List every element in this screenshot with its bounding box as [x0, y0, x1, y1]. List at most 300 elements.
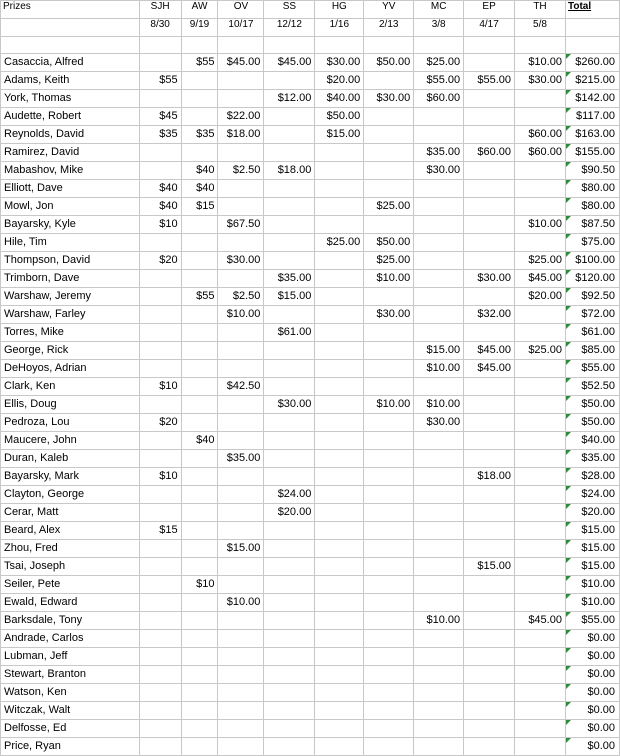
prize-cell[interactable] — [364, 324, 414, 342]
prize-cell[interactable] — [264, 144, 315, 162]
prize-cell[interactable] — [364, 432, 414, 450]
prize-cell[interactable] — [139, 684, 181, 702]
total-cell[interactable]: $15.00 — [565, 558, 619, 576]
prize-cell[interactable]: $15 — [181, 198, 218, 216]
player-name-cell[interactable]: Reynolds, David — [1, 126, 140, 144]
prize-cell[interactable] — [181, 90, 218, 108]
prize-cell[interactable] — [364, 702, 414, 720]
prize-cell[interactable]: $60.00 — [515, 144, 566, 162]
prize-cell[interactable] — [218, 648, 264, 666]
prize-cell[interactable]: $20.00 — [264, 504, 315, 522]
prize-cell[interactable]: $35 — [181, 126, 218, 144]
prize-cell[interactable] — [139, 90, 181, 108]
prize-cell[interactable] — [218, 270, 264, 288]
prize-cell[interactable] — [464, 396, 515, 414]
prize-cell[interactable] — [515, 378, 566, 396]
player-name-cell[interactable]: Cerar, Matt — [1, 504, 140, 522]
prize-cell[interactable] — [515, 180, 566, 198]
prize-cell[interactable] — [139, 360, 181, 378]
prize-cell[interactable] — [218, 738, 264, 756]
prize-cell[interactable]: $18.00 — [264, 162, 315, 180]
total-cell[interactable]: $0.00 — [565, 720, 619, 738]
prize-cell[interactable] — [181, 720, 218, 738]
prize-cell[interactable] — [464, 720, 515, 738]
prize-cell[interactable] — [264, 306, 315, 324]
prize-cell[interactable] — [181, 324, 218, 342]
prize-cell[interactable]: $10 — [139, 468, 181, 486]
prize-cell[interactable]: $35.00 — [264, 270, 315, 288]
prize-cell[interactable] — [364, 630, 414, 648]
prize-cell[interactable] — [264, 360, 315, 378]
prize-cell[interactable] — [515, 720, 566, 738]
prize-cell[interactable] — [139, 702, 181, 720]
total-cell[interactable]: $0.00 — [565, 630, 619, 648]
prize-cell[interactable] — [364, 540, 414, 558]
prize-cell[interactable] — [139, 738, 181, 756]
prize-cell[interactable]: $40 — [139, 180, 181, 198]
total-cell[interactable]: $85.00 — [565, 342, 619, 360]
prize-cell[interactable] — [414, 288, 464, 306]
prize-cell[interactable]: $10.00 — [364, 396, 414, 414]
prize-cell[interactable]: $10.00 — [515, 54, 566, 72]
prize-cell[interactable]: $40 — [139, 198, 181, 216]
prize-cell[interactable] — [364, 648, 414, 666]
prize-cell[interactable] — [218, 72, 264, 90]
prize-cell[interactable] — [264, 432, 315, 450]
total-cell[interactable]: $90.50 — [565, 162, 619, 180]
prize-cell[interactable] — [264, 540, 315, 558]
prize-cell[interactable] — [364, 378, 414, 396]
prize-cell[interactable] — [264, 558, 315, 576]
prize-cell[interactable] — [315, 684, 364, 702]
prize-cell[interactable]: $10 — [139, 378, 181, 396]
prize-cell[interactable] — [181, 684, 218, 702]
prize-cell[interactable] — [464, 684, 515, 702]
prize-cell[interactable] — [414, 720, 464, 738]
prize-cell[interactable] — [181, 738, 218, 756]
player-name-cell[interactable]: Delfosse, Ed — [1, 720, 140, 738]
prize-cell[interactable]: $24.00 — [264, 486, 315, 504]
prize-cell[interactable] — [464, 288, 515, 306]
prize-cell[interactable] — [181, 270, 218, 288]
prize-cell[interactable] — [181, 216, 218, 234]
prize-cell[interactable] — [218, 684, 264, 702]
prize-cell[interactable] — [181, 540, 218, 558]
total-cell[interactable]: $0.00 — [565, 684, 619, 702]
prize-cell[interactable] — [181, 486, 218, 504]
player-name-cell[interactable]: Zhou, Fred — [1, 540, 140, 558]
prize-cell[interactable] — [315, 486, 364, 504]
prize-cell[interactable]: $45.00 — [515, 612, 566, 630]
prize-cell[interactable]: $50.00 — [364, 54, 414, 72]
prize-cell[interactable]: $61.00 — [264, 324, 315, 342]
prize-cell[interactable] — [464, 252, 515, 270]
prize-cell[interactable] — [315, 324, 364, 342]
prize-cell[interactable]: $10 — [181, 576, 218, 594]
total-cell[interactable]: $15.00 — [565, 522, 619, 540]
prize-cell[interactable] — [515, 540, 566, 558]
total-cell[interactable]: $0.00 — [565, 666, 619, 684]
prize-cell[interactable] — [264, 72, 315, 90]
prize-cell[interactable] — [414, 558, 464, 576]
prize-cell[interactable] — [515, 630, 566, 648]
prize-cell[interactable]: $10.00 — [414, 360, 464, 378]
prize-cell[interactable]: $25.00 — [364, 252, 414, 270]
total-cell[interactable]: $92.50 — [565, 288, 619, 306]
prize-cell[interactable] — [264, 666, 315, 684]
prize-cell[interactable] — [315, 162, 364, 180]
player-name-cell[interactable]: Clayton, George — [1, 486, 140, 504]
prize-cell[interactable] — [464, 504, 515, 522]
player-name-cell[interactable]: Pedroza, Lou — [1, 414, 140, 432]
prize-cell[interactable] — [315, 432, 364, 450]
total-cell[interactable]: $35.00 — [565, 450, 619, 468]
prize-cell[interactable] — [364, 522, 414, 540]
prize-cell[interactable] — [264, 576, 315, 594]
prize-cell[interactable] — [181, 558, 218, 576]
prize-cell[interactable] — [264, 180, 315, 198]
prize-cell[interactable] — [515, 594, 566, 612]
prize-cell[interactable] — [264, 198, 315, 216]
prize-cell[interactable] — [139, 450, 181, 468]
player-name-cell[interactable]: Andrade, Carlos — [1, 630, 140, 648]
total-cell[interactable]: $55.00 — [565, 360, 619, 378]
prize-cell[interactable] — [139, 144, 181, 162]
total-cell[interactable]: $40.00 — [565, 432, 619, 450]
prize-cell[interactable] — [364, 720, 414, 738]
prize-cell[interactable] — [139, 558, 181, 576]
total-cell[interactable]: $80.00 — [565, 198, 619, 216]
prize-cell[interactable] — [315, 576, 364, 594]
prize-cell[interactable] — [181, 612, 218, 630]
prize-cell[interactable] — [414, 252, 464, 270]
prize-cell[interactable] — [414, 630, 464, 648]
prize-cell[interactable] — [364, 360, 414, 378]
prize-cell[interactable]: $55 — [139, 72, 181, 90]
prize-cell[interactable] — [464, 108, 515, 126]
prize-cell[interactable]: $35 — [139, 126, 181, 144]
prize-cell[interactable] — [218, 198, 264, 216]
prize-cell[interactable]: $30.00 — [364, 306, 414, 324]
prize-cell[interactable] — [315, 666, 364, 684]
prize-cell[interactable] — [414, 504, 464, 522]
player-name-cell[interactable]: Stewart, Branton — [1, 666, 140, 684]
prize-cell[interactable] — [315, 216, 364, 234]
prize-cell[interactable]: $15.00 — [315, 126, 364, 144]
prize-cell[interactable] — [218, 702, 264, 720]
prize-cell[interactable] — [414, 270, 464, 288]
prize-cell[interactable] — [315, 468, 364, 486]
prize-cell[interactable] — [139, 540, 181, 558]
player-name-cell[interactable]: Torres, Mike — [1, 324, 140, 342]
prize-cell[interactable] — [364, 288, 414, 306]
prize-cell[interactable]: $2.50 — [218, 162, 264, 180]
player-name-cell[interactable]: York, Thomas — [1, 90, 140, 108]
prize-cell[interactable] — [464, 486, 515, 504]
total-cell[interactable]: $0.00 — [565, 648, 619, 666]
prize-cell[interactable] — [364, 342, 414, 360]
prize-cell[interactable] — [181, 522, 218, 540]
prize-cell[interactable] — [139, 504, 181, 522]
prize-cell[interactable] — [364, 108, 414, 126]
prize-cell[interactable] — [181, 504, 218, 522]
prize-cell[interactable] — [414, 378, 464, 396]
prize-cell[interactable]: $30.00 — [414, 414, 464, 432]
prize-cell[interactable]: $35.00 — [414, 144, 464, 162]
prize-cell[interactable] — [364, 576, 414, 594]
prize-cell[interactable]: $15.00 — [414, 342, 464, 360]
prize-cell[interactable] — [218, 396, 264, 414]
prize-cell[interactable]: $40 — [181, 432, 218, 450]
prize-cell[interactable] — [364, 144, 414, 162]
prize-cell[interactable] — [181, 594, 218, 612]
prize-cell[interactable] — [464, 432, 515, 450]
prize-cell[interactable] — [264, 648, 315, 666]
prize-cell[interactable] — [139, 432, 181, 450]
player-name-cell[interactable]: Watson, Ken — [1, 684, 140, 702]
total-cell[interactable]: $117.00 — [565, 108, 619, 126]
prize-cell[interactable] — [181, 144, 218, 162]
prize-cell[interactable] — [515, 432, 566, 450]
total-cell[interactable]: $75.00 — [565, 234, 619, 252]
prize-cell[interactable] — [414, 306, 464, 324]
prize-cell[interactable] — [218, 576, 264, 594]
total-cell[interactable]: $0.00 — [565, 738, 619, 756]
prize-cell[interactable] — [414, 702, 464, 720]
prize-cell[interactable] — [264, 378, 315, 396]
prize-cell[interactable] — [181, 702, 218, 720]
player-name-cell[interactable]: Hile, Tim — [1, 234, 140, 252]
total-cell[interactable]: $50.00 — [565, 414, 619, 432]
total-cell[interactable]: $24.00 — [565, 486, 619, 504]
prize-cell[interactable]: $22.00 — [218, 108, 264, 126]
prize-cell[interactable] — [364, 180, 414, 198]
prize-cell[interactable] — [139, 720, 181, 738]
prize-cell[interactable]: $25.00 — [315, 234, 364, 252]
prize-cell[interactable] — [181, 342, 218, 360]
prize-cell[interactable] — [218, 522, 264, 540]
prize-cell[interactable] — [218, 504, 264, 522]
prize-cell[interactable] — [364, 684, 414, 702]
prize-cell[interactable] — [139, 576, 181, 594]
prize-cell[interactable]: $55 — [181, 54, 218, 72]
prize-cell[interactable] — [315, 414, 364, 432]
prize-cell[interactable] — [414, 522, 464, 540]
prize-cell[interactable] — [264, 216, 315, 234]
prize-cell[interactable] — [264, 414, 315, 432]
prize-cell[interactable] — [364, 126, 414, 144]
prize-cell[interactable] — [315, 378, 364, 396]
prize-cell[interactable] — [181, 648, 218, 666]
player-name-cell[interactable]: Bayarsky, Kyle — [1, 216, 140, 234]
prize-cell[interactable] — [139, 54, 181, 72]
prize-cell[interactable] — [139, 234, 181, 252]
player-name-cell[interactable]: Audette, Robert — [1, 108, 140, 126]
prize-cell[interactable]: $45 — [139, 108, 181, 126]
prize-cell[interactable] — [218, 612, 264, 630]
prize-cell[interactable] — [264, 702, 315, 720]
prize-cell[interactable] — [515, 108, 566, 126]
prize-cell[interactable]: $15.00 — [464, 558, 515, 576]
prize-cell[interactable] — [264, 630, 315, 648]
prize-cell[interactable] — [139, 612, 181, 630]
prize-cell[interactable] — [515, 198, 566, 216]
prize-cell[interactable] — [364, 612, 414, 630]
prize-cell[interactable] — [464, 540, 515, 558]
prize-cell[interactable] — [515, 684, 566, 702]
prize-cell[interactable] — [364, 468, 414, 486]
prize-cell[interactable]: $20.00 — [315, 72, 364, 90]
prize-cell[interactable] — [139, 324, 181, 342]
prize-cell[interactable] — [464, 522, 515, 540]
prize-cell[interactable] — [315, 360, 364, 378]
prize-cell[interactable] — [515, 162, 566, 180]
prize-cell[interactable]: $30.00 — [218, 252, 264, 270]
player-name-cell[interactable]: Warshaw, Farley — [1, 306, 140, 324]
prize-cell[interactable] — [315, 144, 364, 162]
prize-cell[interactable] — [414, 576, 464, 594]
prize-cell[interactable] — [315, 252, 364, 270]
prize-cell[interactable] — [515, 396, 566, 414]
prize-cell[interactable] — [464, 450, 515, 468]
prize-cell[interactable] — [464, 702, 515, 720]
prize-cell[interactable]: $40 — [181, 180, 218, 198]
prize-cell[interactable] — [181, 450, 218, 468]
prize-cell[interactable] — [414, 738, 464, 756]
prize-cell[interactable] — [218, 234, 264, 252]
prize-cell[interactable] — [218, 180, 264, 198]
prize-cell[interactable] — [139, 486, 181, 504]
prize-cell[interactable] — [464, 198, 515, 216]
prize-cell[interactable] — [181, 414, 218, 432]
prize-cell[interactable] — [218, 414, 264, 432]
prize-cell[interactable] — [364, 450, 414, 468]
prize-cell[interactable]: $25.00 — [414, 54, 464, 72]
prize-cell[interactable] — [181, 234, 218, 252]
total-cell[interactable]: $50.00 — [565, 396, 619, 414]
prize-cell[interactable] — [264, 594, 315, 612]
prize-cell[interactable] — [414, 198, 464, 216]
prize-cell[interactable]: $25.00 — [364, 198, 414, 216]
prize-cell[interactable] — [181, 72, 218, 90]
prize-cell[interactable] — [139, 162, 181, 180]
prize-cell[interactable] — [315, 396, 364, 414]
prize-cell[interactable]: $18.00 — [218, 126, 264, 144]
player-name-cell[interactable]: Ewald, Edward — [1, 594, 140, 612]
prize-cell[interactable]: $30.00 — [264, 396, 315, 414]
prize-cell[interactable] — [218, 144, 264, 162]
prize-cell[interactable]: $10.00 — [414, 612, 464, 630]
prize-cell[interactable] — [264, 720, 315, 738]
prize-cell[interactable] — [364, 504, 414, 522]
prize-cell[interactable] — [218, 720, 264, 738]
prize-cell[interactable] — [264, 450, 315, 468]
prize-cell[interactable] — [414, 432, 464, 450]
prize-cell[interactable] — [139, 666, 181, 684]
total-cell[interactable]: $10.00 — [565, 594, 619, 612]
player-name-cell[interactable]: Trimborn, Dave — [1, 270, 140, 288]
prize-cell[interactable] — [139, 630, 181, 648]
prize-cell[interactable] — [464, 126, 515, 144]
prize-cell[interactable] — [181, 360, 218, 378]
prize-cell[interactable] — [464, 90, 515, 108]
prize-cell[interactable] — [315, 648, 364, 666]
prize-cell[interactable]: $10.00 — [414, 396, 464, 414]
player-name-cell[interactable]: Elliott, Dave — [1, 180, 140, 198]
prize-cell[interactable] — [464, 594, 515, 612]
player-name-cell[interactable]: Barksdale, Tony — [1, 612, 140, 630]
prize-cell[interactable]: $30.00 — [414, 162, 464, 180]
prize-cell[interactable] — [315, 558, 364, 576]
total-cell[interactable]: $215.00 — [565, 72, 619, 90]
prize-cell[interactable] — [364, 666, 414, 684]
total-cell[interactable]: $52.50 — [565, 378, 619, 396]
total-cell[interactable]: $163.00 — [565, 126, 619, 144]
prize-cell[interactable]: $40.00 — [315, 90, 364, 108]
prize-cell[interactable] — [464, 612, 515, 630]
prize-cell[interactable] — [139, 396, 181, 414]
total-cell[interactable]: $80.00 — [565, 180, 619, 198]
prize-cell[interactable] — [264, 252, 315, 270]
prize-cell[interactable]: $60.00 — [414, 90, 464, 108]
total-cell[interactable]: $20.00 — [565, 504, 619, 522]
prize-cell[interactable] — [218, 324, 264, 342]
prize-cell[interactable]: $45.00 — [464, 360, 515, 378]
prize-cell[interactable] — [315, 198, 364, 216]
prize-cell[interactable] — [364, 594, 414, 612]
prize-cell[interactable] — [515, 90, 566, 108]
prize-cell[interactable] — [315, 702, 364, 720]
prize-cell[interactable] — [181, 666, 218, 684]
player-name-cell[interactable]: Bayarsky, Mark — [1, 468, 140, 486]
player-name-cell[interactable]: DeHoyos, Adrian — [1, 360, 140, 378]
prize-cell[interactable]: $30.00 — [515, 72, 566, 90]
prize-cell[interactable] — [364, 216, 414, 234]
prize-cell[interactable] — [218, 630, 264, 648]
prize-cell[interactable] — [414, 324, 464, 342]
prize-cell[interactable] — [264, 684, 315, 702]
total-cell[interactable]: $100.00 — [565, 252, 619, 270]
prize-cell[interactable] — [315, 612, 364, 630]
player-name-cell[interactable]: Ramirez, David — [1, 144, 140, 162]
prize-cell[interactable]: $67.50 — [218, 216, 264, 234]
prize-cell[interactable] — [414, 684, 464, 702]
prize-cell[interactable] — [464, 216, 515, 234]
prize-cell[interactable]: $42.50 — [218, 378, 264, 396]
prize-cell[interactable]: $30.00 — [364, 90, 414, 108]
prize-cell[interactable] — [364, 162, 414, 180]
player-name-cell[interactable]: Mabashov, Mike — [1, 162, 140, 180]
player-name-cell[interactable]: Price, Ryan — [1, 738, 140, 756]
prize-cell[interactable] — [464, 54, 515, 72]
prize-cell[interactable] — [464, 234, 515, 252]
player-name-cell[interactable]: Witczak, Walt — [1, 702, 140, 720]
prize-cell[interactable] — [139, 270, 181, 288]
prize-cell[interactable] — [464, 324, 515, 342]
prize-cell[interactable]: $45.00 — [264, 54, 315, 72]
prize-cell[interactable] — [315, 270, 364, 288]
prize-cell[interactable] — [464, 576, 515, 594]
prize-cell[interactable]: $40 — [181, 162, 218, 180]
prize-cell[interactable] — [315, 288, 364, 306]
prize-cell[interactable]: $25.00 — [515, 342, 566, 360]
player-name-cell[interactable]: Thompson, David — [1, 252, 140, 270]
prize-cell[interactable]: $10.00 — [515, 216, 566, 234]
prize-cell[interactable]: $10 — [139, 216, 181, 234]
prize-cell[interactable]: $55.00 — [464, 72, 515, 90]
prize-cell[interactable]: $10.00 — [218, 594, 264, 612]
prize-cell[interactable] — [264, 342, 315, 360]
